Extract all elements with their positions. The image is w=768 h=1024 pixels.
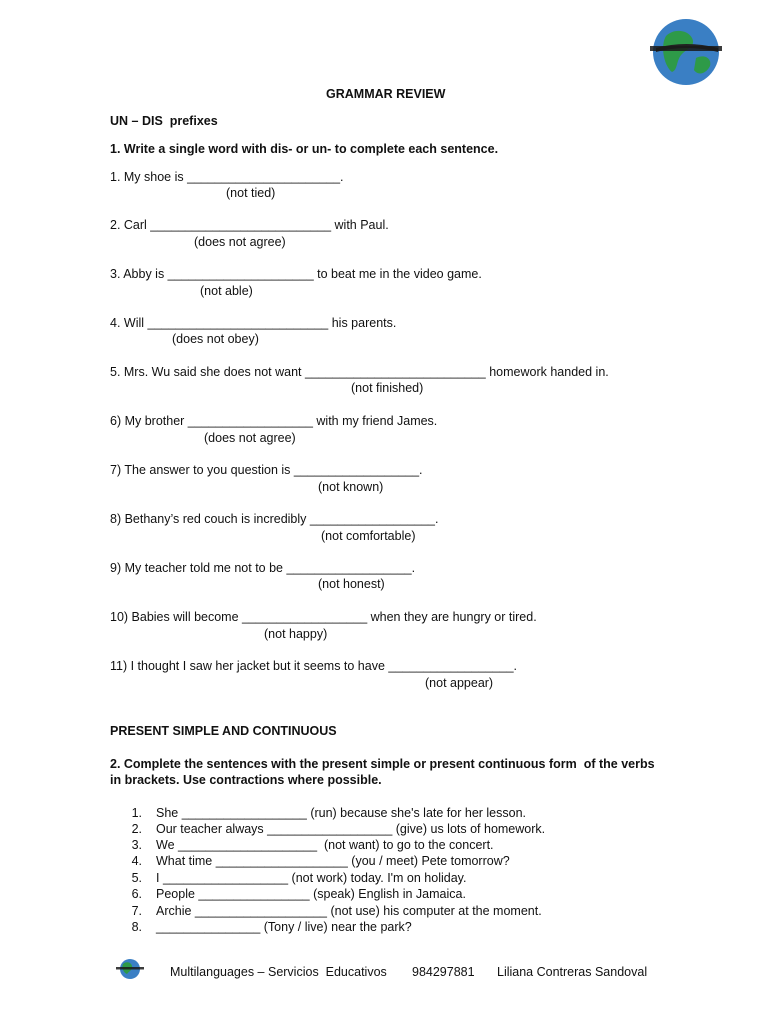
exercise-1-sentence: 2. Carl __________________________ with Paul. bbox=[110, 218, 389, 232]
exercise-1-sentence: 1. My shoe is ______________________. bbox=[110, 170, 344, 184]
exercise-2-instruction: in brackets. Use contractions where possible. bbox=[110, 773, 382, 787]
exercise-1-sentence: 4. Will __________________________ his parents. bbox=[110, 316, 397, 330]
exercise-1-sentence: 8) Bethany’s red couch is incredibly __________________. bbox=[110, 512, 439, 526]
list-text: Our teacher always __________________ (give) us lots of homework. bbox=[156, 822, 546, 836]
list-text: I __________________ (not work) today. I'm on holiday. bbox=[156, 871, 467, 885]
page-title: GRAMMAR REVIEW bbox=[326, 87, 446, 101]
list-text: Archie ___________________ (not use) his computer at the moment. bbox=[156, 904, 542, 918]
exercise-1-hint: (not tied) bbox=[226, 186, 276, 200]
list-number: 3. bbox=[131, 838, 142, 852]
exercise-1-hint: (not honest) bbox=[318, 577, 385, 591]
list-text: She __________________ (run) because she's late for her lesson. bbox=[156, 806, 527, 820]
exercise-1-hint: (does not agree) bbox=[194, 235, 286, 249]
exercise-1-sentence: 9) My teacher told me not to be __________________. bbox=[110, 561, 416, 575]
list-text: _______________ (Tony / live) near the park? bbox=[156, 920, 412, 934]
list-number: 1. bbox=[131, 806, 142, 820]
list-text: What time ___________________ (you / meet) Pete tomorrow? bbox=[156, 854, 510, 868]
globe-logo-icon bbox=[648, 14, 724, 90]
exercise-1-sentence: 10) Babies will become __________________ when they are hungry or tired. bbox=[110, 610, 537, 624]
exercise-1-hint: (not known) bbox=[318, 480, 384, 494]
section-heading-present: PRESENT SIMPLE AND CONTINUOUS bbox=[110, 724, 337, 738]
exercise-1-instruction: 1. Write a single word with dis- or un- to complete each sentence. bbox=[110, 142, 499, 156]
exercise-1-sentence: 7) The answer to you question is __________________. bbox=[110, 463, 423, 477]
section-heading-prefixes: UN – DIS prefixes bbox=[110, 114, 218, 128]
list-number: 5. bbox=[131, 871, 142, 885]
footer-author: Liliana Contreras Sandoval bbox=[497, 965, 648, 979]
exercise-1-hint: (not finished) bbox=[351, 381, 424, 395]
exercise-1-sentence: 11) I thought I saw her jacket but it seems to have __________________. bbox=[110, 659, 517, 673]
globe-logo-icon bbox=[115, 958, 145, 980]
list-number: 4. bbox=[131, 854, 142, 868]
exercise-1-hint: (not appear) bbox=[425, 676, 494, 690]
list-number: 2. bbox=[131, 822, 142, 836]
exercise-1-sentence: 6) My brother __________________ with my friend James. bbox=[110, 414, 438, 428]
exercise-2-instruction: 2. Complete the sentences with the present simple or present continuous form of the verbs bbox=[110, 757, 655, 771]
list-text: We ____________________ (not want) to go to the concert. bbox=[156, 838, 494, 852]
exercise-1-hint: (not happy) bbox=[264, 627, 328, 641]
exercise-1-hint: (does not obey) bbox=[172, 332, 259, 346]
footer-phone: 984297881 bbox=[412, 965, 475, 979]
exercise-1-hint: (does not agree) bbox=[204, 431, 296, 445]
exercise-1-hint: (not able) bbox=[200, 284, 253, 298]
exercise-1-sentence: 3. Abby is _____________________ to beat me in the video game. bbox=[110, 267, 482, 281]
list-number: 6. bbox=[131, 887, 142, 901]
list-number: 7. bbox=[131, 904, 142, 918]
list-text: People ________________ (speak) English in Jamaica. bbox=[156, 887, 466, 901]
exercise-1-hint: (not comfortable) bbox=[321, 529, 416, 543]
footer-company: Multilanguages – Servicios Educativos bbox=[170, 965, 387, 979]
list-number: 8. bbox=[131, 920, 142, 934]
exercise-1-sentence: 5. Mrs. Wu said she does not want __________________________ homework handed in. bbox=[110, 365, 609, 379]
